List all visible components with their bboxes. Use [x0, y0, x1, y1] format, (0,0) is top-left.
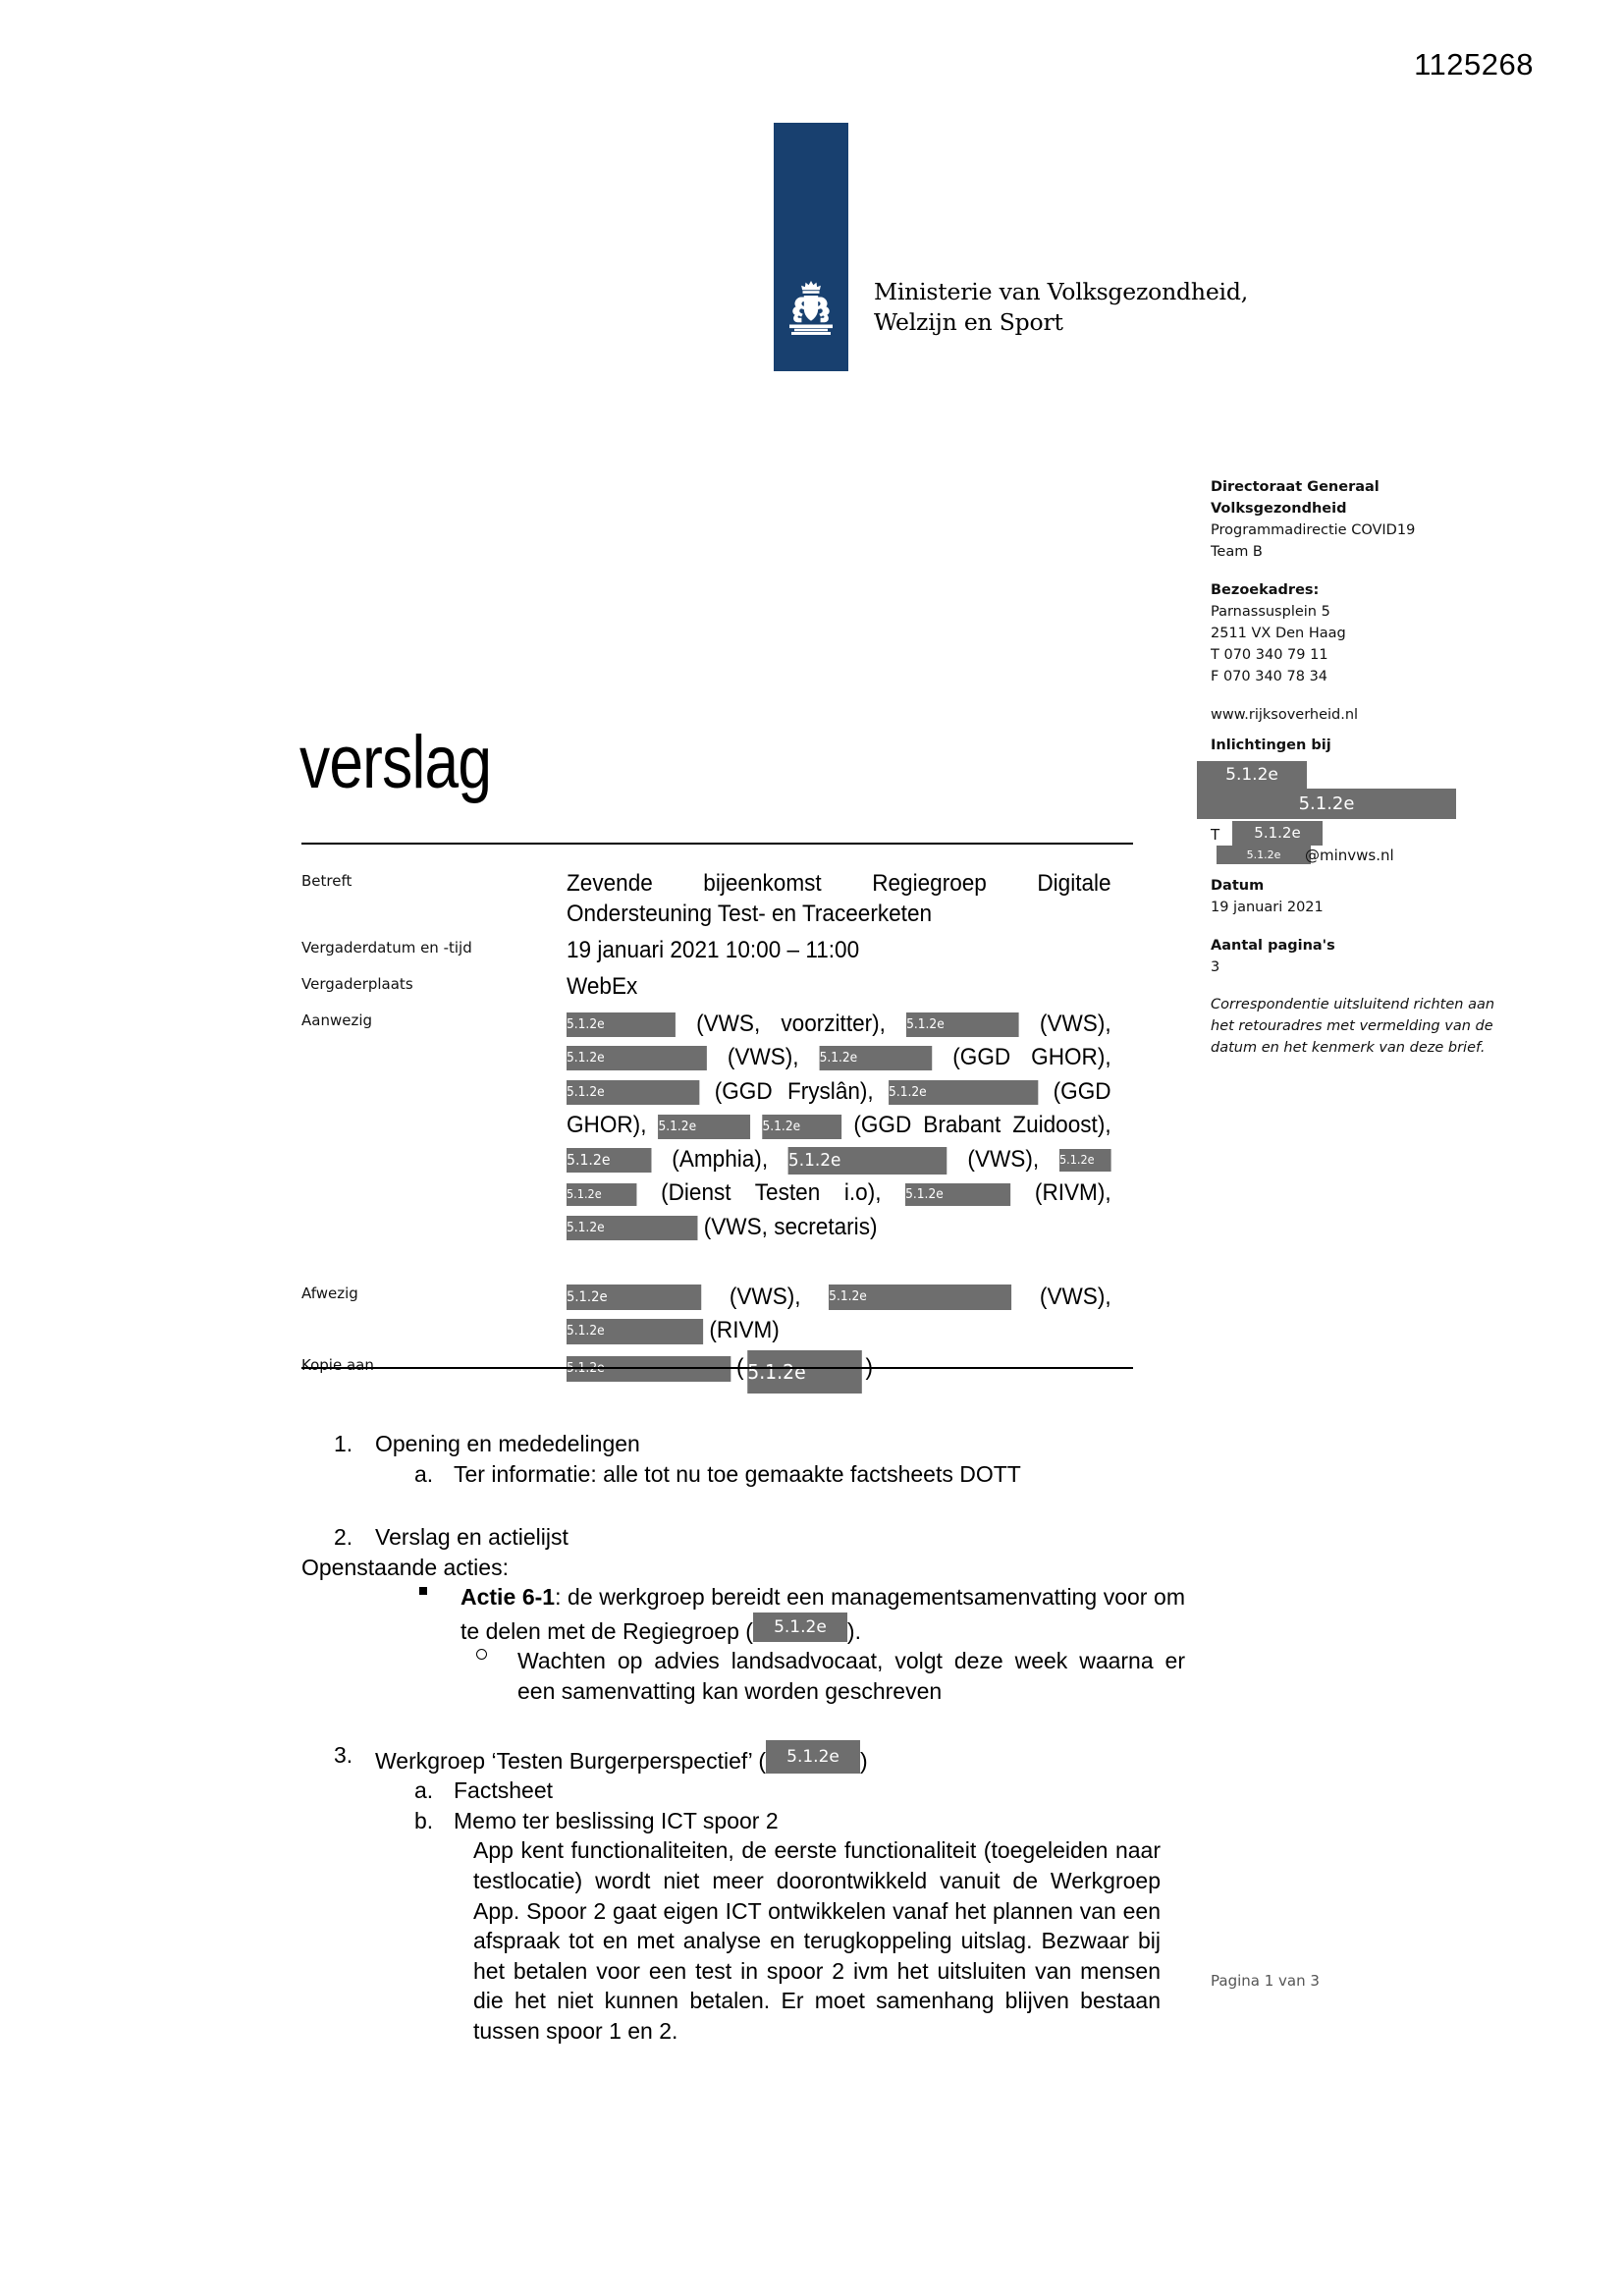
divider-bottom — [301, 1367, 1133, 1369]
agenda-item-3a — [414, 1776, 1185, 1806]
agenda-item-3-paragraph: App kent functionaliteiten, de eerste functionaliteit (toegeleiden naar testlocatie) wordt niet meer doorontwikkeld vanuit de Werkgroep App. Spoor 2 gaat eigen ICT ontwikkelen vanaf het plannen van een afspraak tot en met analyse en terugkoppeling uitslag. Bezwaar bij het betalen voor een test in spoor 2 ivm het uitsluiten van mensen die het niet kunnen betalen. Er moet samenhang blijven bestaan tussen spoor 1 en 2. — [473, 1837, 1161, 2044]
info-label-vergaderdatum: Vergaderdatum en -tijd — [301, 939, 472, 957]
redaction-attendee-7: 5.1.2e — [658, 1115, 750, 1139]
redaction-action-6-1: 5.1.2e — [753, 1613, 847, 1642]
dg-line2: Team B — [1211, 544, 1263, 561]
agenda-item-3-number: 3. — [334, 1741, 353, 1768]
contact-heading: Inlichtingen bij — [1211, 738, 1331, 754]
info-row-vergaderdatum — [301, 935, 1146, 965]
attendee-org-5: (GGD Fryslân), — [714, 1077, 874, 1105]
redaction-attendee-2: 5.1.2e — [906, 1012, 1019, 1037]
info-label-betreft: Betreft — [301, 872, 352, 890]
kopie-close-paren: ) — [865, 1353, 874, 1381]
attendee-org-9: (VWS), — [967, 1145, 1040, 1173]
info-value-betreft: Zevende bijeenkomst Regiegroep Digitale Ondersteuning Test- en Traceerketen — [567, 870, 1111, 928]
info-row-aanwezig — [301, 1008, 1146, 1245]
website-block — [1211, 704, 1495, 726]
redaction-absentee-1: 5.1.2e — [567, 1285, 701, 1310]
action-sub-bullet-text: Wachten op advies landsadvocaat, volgt deze week waarna er een samenvatting kan worden geschreven — [517, 1648, 1185, 1705]
action-6-1-label: Actie 6-1 — [460, 1584, 556, 1611]
page-title: verslag — [299, 721, 492, 804]
agenda-item-3a-marker: a. — [414, 1777, 434, 1804]
open-actions-heading: Openstaande acties: — [301, 1554, 509, 1580]
date-heading: Datum — [1211, 878, 1265, 895]
attendee-org-10: (Dienst Testen i.o), — [661, 1179, 882, 1207]
redaction-attendee-1: 5.1.2e — [567, 1012, 676, 1037]
agenda-item-1a-marker: a. — [414, 1460, 434, 1487]
redaction-copy-1: 5.1.2e — [567, 1356, 731, 1382]
action-6-1-text-after: ). — [846, 1617, 861, 1644]
redaction-attendee-3: 5.1.2e — [567, 1046, 707, 1070]
info-row-kopie-aan — [301, 1352, 1146, 1395]
info-row-afwezig — [301, 1281, 1146, 1348]
address-street: Parnassusplein 5 — [1211, 604, 1330, 621]
redaction-item-3: 5.1.2e — [766, 1740, 860, 1774]
attendee-org-2: (VWS), — [1039, 1010, 1111, 1037]
info-value-vergaderplaats: WebEx — [567, 972, 638, 1000]
square-bullet-icon — [419, 1582, 460, 1646]
agenda-item-1a-text: Ter informatie: alle tot nu toe gemaakte factsheets DOTT — [454, 1460, 1021, 1487]
dg-heading-line2: Volksgezondheid — [1211, 501, 1347, 518]
logo-blue-bar — [774, 123, 848, 371]
redaction-absentee-3: 5.1.2e — [567, 1319, 703, 1344]
action-sub-bullet — [476, 1646, 1185, 1706]
meeting-info-table — [301, 868, 1146, 1395]
redaction-attendee-6: 5.1.2e — [889, 1080, 1038, 1105]
redaction-attendee-13: 5.1.2e — [905, 1183, 1010, 1206]
attendee-org-3: (VWS), — [727, 1044, 799, 1071]
kopie-open-paren: ( — [735, 1353, 744, 1381]
attendee-org-1: (VWS, voorzitter), — [696, 1010, 886, 1037]
agenda-item-1 — [334, 1429, 1185, 1459]
page-footer: Pagina 1 van 3 — [1211, 1972, 1320, 1990]
pages-heading: Aantal pagina's — [1211, 938, 1335, 955]
agenda-item-2 — [334, 1522, 1185, 1553]
agenda-item-1-number: 1. — [334, 1431, 353, 1456]
redaction-attendee-14: 5.1.2e — [567, 1216, 697, 1240]
agenda-item-2-number: 2. — [334, 1524, 353, 1551]
directorate-block — [1211, 476, 1495, 563]
address-telephone: T 070 340 79 11 — [1211, 647, 1328, 664]
redaction-copy-2: 5.1.2e — [747, 1350, 862, 1394]
agenda-item-1a — [414, 1459, 1185, 1490]
absentee-org-1: (VWS), — [729, 1283, 801, 1310]
ministry-name-line1: Ministerie van Volksgezondheid, — [874, 277, 1248, 305]
ministry-logo — [774, 123, 1248, 371]
redaction-contact-name: 5.1.2e — [1197, 761, 1307, 789]
dg-line1: Programmadirectie COVID19 — [1211, 522, 1416, 539]
contact-email-domain: @minvws.nl — [1305, 847, 1394, 865]
dg-heading-line1: Directoraat Generaal — [1211, 479, 1380, 495]
attendee-org-12: (VWS, secretaris) — [703, 1214, 878, 1241]
redaction-attendee-9: 5.1.2e — [567, 1148, 651, 1173]
info-value-aanwezig — [567, 1008, 1111, 1245]
agenda-item-3b — [414, 1806, 1185, 1836]
attendee-org-7: (GGD Brabant Zuidoost), — [853, 1112, 1111, 1139]
website-url: www.rijksoverheid.nl — [1211, 707, 1359, 724]
address-fax: F 070 340 78 34 — [1211, 669, 1328, 685]
agenda-item-3-close: ) — [860, 1747, 868, 1774]
agenda-item-3a-text: Factsheet — [454, 1777, 553, 1804]
redaction-attendee-4: 5.1.2e — [820, 1046, 933, 1070]
redaction-attendee-11: 5.1.2e — [1059, 1149, 1111, 1172]
info-label-aanwezig: Aanwezig — [301, 1011, 373, 1029]
redaction-contact-email: 5.1.2e — [1217, 846, 1311, 864]
contact-block — [1211, 735, 1495, 864]
attendee-org-8: (Amphia), — [672, 1145, 769, 1173]
attendee-org-6: (GGD GHOR), — [567, 1077, 1111, 1139]
document-number: 1125268 — [1414, 47, 1534, 82]
date-value: 19 januari 2021 — [1211, 900, 1324, 916]
agenda-body — [301, 1429, 1185, 2046]
info-label-afwezig: Afwezig — [301, 1284, 358, 1302]
sidebar-meta — [1211, 476, 1495, 1060]
info-row-betreft — [301, 868, 1146, 929]
info-value-afwezig — [567, 1281, 1111, 1348]
agenda-item-1-text: Opening en mededelingen — [375, 1431, 640, 1456]
action-6-1-content — [460, 1582, 1185, 1646]
ministry-name — [874, 277, 1248, 339]
address-heading: Bezoekadres: — [1211, 582, 1320, 599]
attendee-org-11: (RIVM), — [1034, 1179, 1111, 1207]
absentee-org-3: (RIVM) — [709, 1317, 780, 1344]
pages-value: 3 — [1211, 959, 1220, 976]
info-row-vergaderplaats — [301, 971, 1146, 1002]
attendee-org-4: (GGD GHOR), — [952, 1044, 1111, 1071]
action-bullet-6-1 — [419, 1582, 1185, 1646]
contact-tel-prefix: T — [1211, 826, 1220, 845]
ministry-name-line2: Welzijn en Sport — [874, 307, 1063, 336]
contact-redactions — [1211, 758, 1495, 864]
agenda-item-3 — [334, 1740, 1185, 1777]
circle-bullet-icon — [476, 1646, 517, 1706]
absentee-org-2: (VWS), — [1039, 1283, 1111, 1310]
redaction-attendee-5: 5.1.2e — [567, 1080, 699, 1105]
redaction-contact-role: 5.1.2e — [1197, 789, 1456, 819]
agenda-item-3-text: Werkgroep ‘Testen Burgerperspectief’ ( — [375, 1747, 766, 1774]
redaction-attendee-10: 5.1.2e — [788, 1147, 947, 1175]
redaction-attendee-8: 5.1.2e — [763, 1115, 842, 1139]
info-value-kopie-aan — [567, 1352, 1111, 1395]
info-label-vergaderplaats: Vergaderplaats — [301, 974, 413, 993]
netherlands-coat-of-arms-icon — [782, 279, 840, 344]
pagecount-block — [1211, 935, 1495, 978]
redaction-contact-phone: 5.1.2e — [1232, 821, 1323, 846]
action-6-1-text-before: : de werkgroep bereidt een managementsamenvatting voor om te delen met de Regiegroep ( — [460, 1584, 1186, 1644]
address-city: 2511 VX Den Haag — [1211, 626, 1346, 642]
address-block — [1211, 579, 1495, 687]
redaction-attendee-12: 5.1.2e — [567, 1183, 636, 1206]
info-value-vergaderdatum: 19 januari 2021 10:00 – 11:00 — [567, 937, 860, 964]
correspondence-note: Correspondentie uitsluitend richten aan het retouradres met vermelding van de datum en het kenmerk van deze brief. — [1211, 997, 1495, 1056]
agenda-item-3-content — [375, 1740, 868, 1777]
agenda-item-2-text: Verslag en actielijst — [375, 1524, 568, 1551]
info-label-kopie-aan: Kopie aan — [301, 1355, 374, 1374]
agenda-item-3b-marker: b. — [414, 1807, 434, 1833]
date-block — [1211, 875, 1495, 918]
agenda-item-3b-text: Memo ter beslissing ICT spoor 2 — [454, 1807, 779, 1833]
divider-top — [301, 843, 1133, 845]
redaction-absentee-2: 5.1.2e — [829, 1285, 1011, 1310]
